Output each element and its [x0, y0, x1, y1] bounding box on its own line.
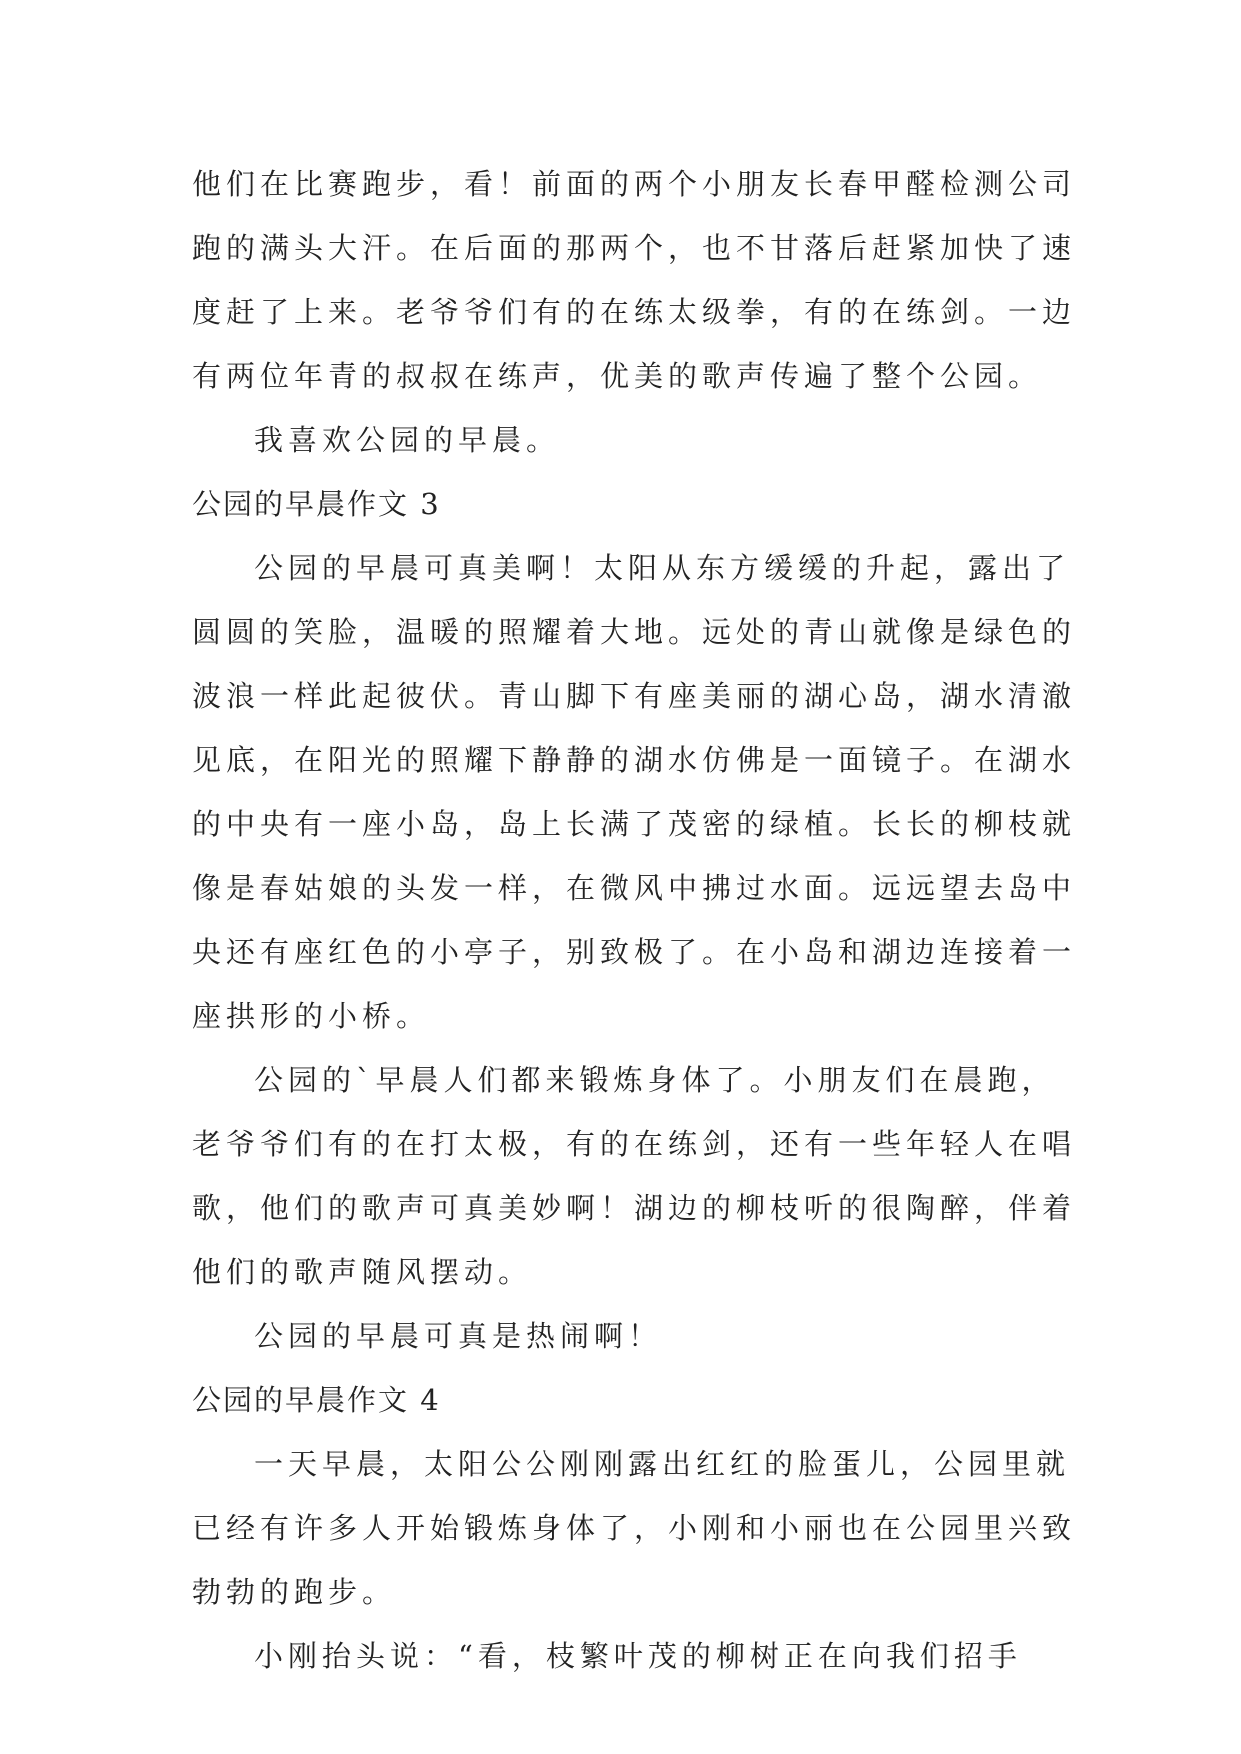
text-line: 公园的早晨可真是热闹啊！	[254, 1319, 663, 1353]
text-line: 央还有座红色的小亭子，别致极了。在小岛和湖边连接着一	[192, 935, 1077, 969]
text-line: 他们在比赛跑步，看！前面的两个小朋友长春甲醛检测公司	[192, 167, 1077, 201]
section-heading: 公园的早晨作文 3	[192, 487, 441, 521]
text-line: 勃勃的跑步。	[192, 1575, 397, 1609]
text-line: 他们的歌声随风摆动。	[192, 1255, 533, 1289]
text-line: 见底，在阳光的照耀下静静的湖水仿佛是一面镜子。在湖水	[192, 743, 1077, 777]
text-line: 歌，他们的歌声可真美妙啊！湖边的柳枝听的很陶醉，伴着	[192, 1191, 1077, 1225]
section-heading: 公园的早晨作文 4	[192, 1383, 441, 1417]
text-line: 圆圆的笑脸，温暖的照耀着大地。远处的青山就像是绿色的	[192, 615, 1077, 649]
text-line: 公园的早晨可真美啊！太阳从东方缓缓的升起，露出了	[254, 551, 1071, 585]
text-line: 像是春姑娘的头发一样，在微风中拂过水面。远远望去岛中	[192, 871, 1077, 905]
text-line: 一天早晨，太阳公公刚刚露出红红的脸蛋儿，公园里就	[254, 1447, 1071, 1481]
text-line: 波浪一样此起彼伏。青山脚下有座美丽的湖心岛，湖水清澈	[192, 679, 1077, 713]
text-line: 已经有许多人开始锻炼身体了，小刚和小丽也在公园里兴致	[192, 1511, 1077, 1545]
text-line: 座拱形的小桥。	[192, 999, 431, 1033]
text-line: 的中央有一座小岛，岛上长满了茂密的绿植。长长的柳枝就	[192, 807, 1077, 841]
text-line: 老爷爷们有的在打太极，有的在练剑，还有一些年轻人在唱	[192, 1127, 1077, 1161]
text-line: 我喜欢公园的早晨。	[254, 423, 561, 457]
text-line: 有两位年青的叔叔在练声，优美的歌声传遍了整个公园。	[192, 359, 1043, 393]
document-body	[192, 152, 1077, 1688]
text-line: 度赶了上来。老爷爷们有的在练太级拳，有的在练剑。一边	[192, 295, 1077, 329]
text-line: 跑的满头大汗。在后面的那两个，也不甘落后赶紧加快了速	[192, 231, 1077, 265]
text-line: 公园的`早晨人们都来锻炼身体了。小朋友们在晨跑，	[254, 1063, 1056, 1097]
text-line: 小刚抬头说：“看，枝繁叶茂的柳树正在向我们招手	[254, 1639, 1022, 1673]
